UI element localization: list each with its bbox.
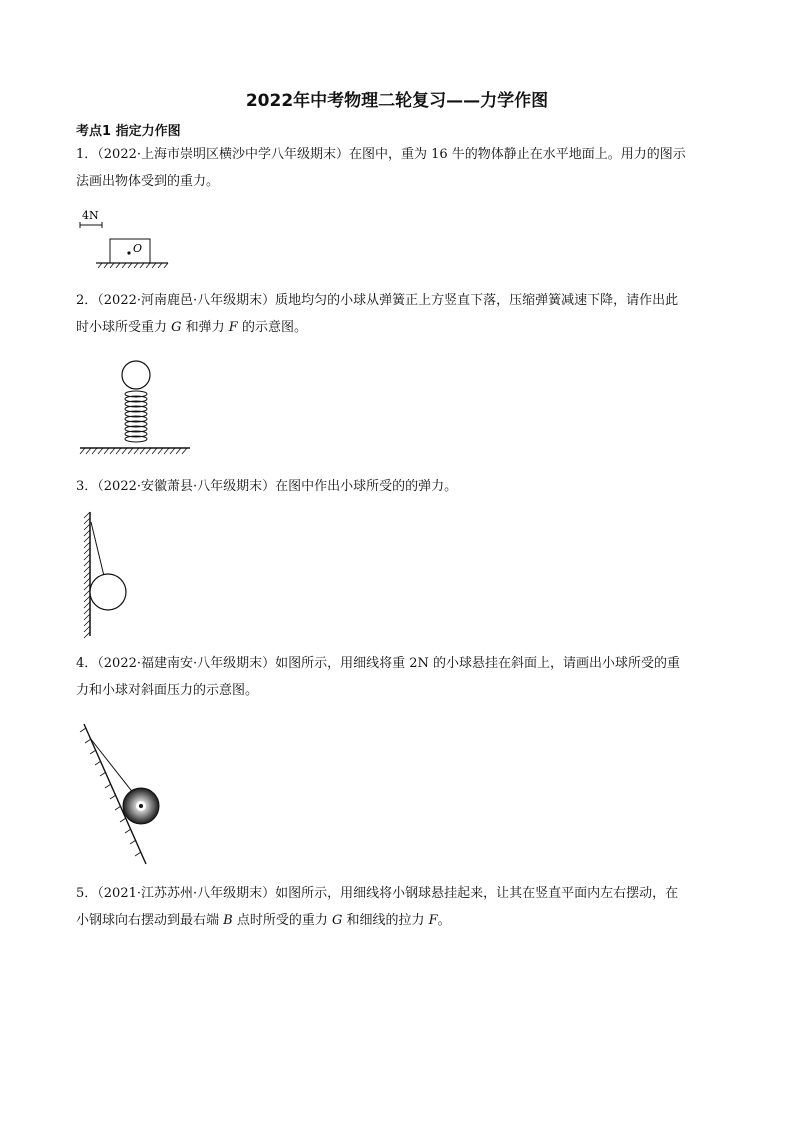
question-3-line-1: 3．（2022·安徽萧县·八年级期末）在图中作出小球所受的的弹力。 [76,479,458,494]
question-5 [76,880,724,934]
center-point [127,251,130,254]
string [91,522,104,576]
page-title: 2022年中考物理二轮复习——力学作图 [245,91,549,111]
spring [125,391,147,442]
question-5-line-1: 5．（2021·江苏苏州·八年级期末）如图所示，用细线将小钢球悬挂起来，让其在竖直平面内左右摆动，在 [76,886,679,901]
question-5-line-2: 小钢球向右摆动到最右端 B 点时所受的重力 G 和细线的拉力 F。 [76,913,451,928]
ball-center [139,804,143,808]
block [110,239,150,263]
question-1-line-2: 法画出物体受到的重力。 [76,174,220,189]
point-label: O [133,242,143,255]
section-heading: 考点1 指定力作图 [76,124,181,139]
question-4 [76,650,724,704]
question-2-line-1: 2．（2022·河南鹿邑·八年级期末）质地均匀的小球从弹簧正上方竖直下落，压缩弹簧减速下降，请作出此 [76,293,679,308]
question-1-line-1: 1．（2022·上海市崇明区横沙中学八年级期末）在图中，重为 16 牛的物体静止在水平地面上。用力的图示 [76,147,686,162]
figure-2 [76,358,196,463]
question-2-line-2: 时小球所受重力 G 和弹力 F 的示意图。 [76,320,307,335]
question-2 [76,287,724,341]
question-4-line-1: 4．（2022·福建南安·八年级期末）如图所示，用细线将重 2N 的小球悬挂在斜面上，请画出小球所受的重 [76,656,681,671]
ball [122,361,150,389]
ball [90,574,126,610]
figure-4 [76,718,186,868]
question-3 [76,473,724,500]
figure-1 [76,205,176,275]
question-4-line-2: 力和小球对斜面压力的示意图。 [76,683,259,698]
scale-label: 4N [82,209,99,222]
figure-3 [76,510,146,640]
question-1 [76,141,724,195]
